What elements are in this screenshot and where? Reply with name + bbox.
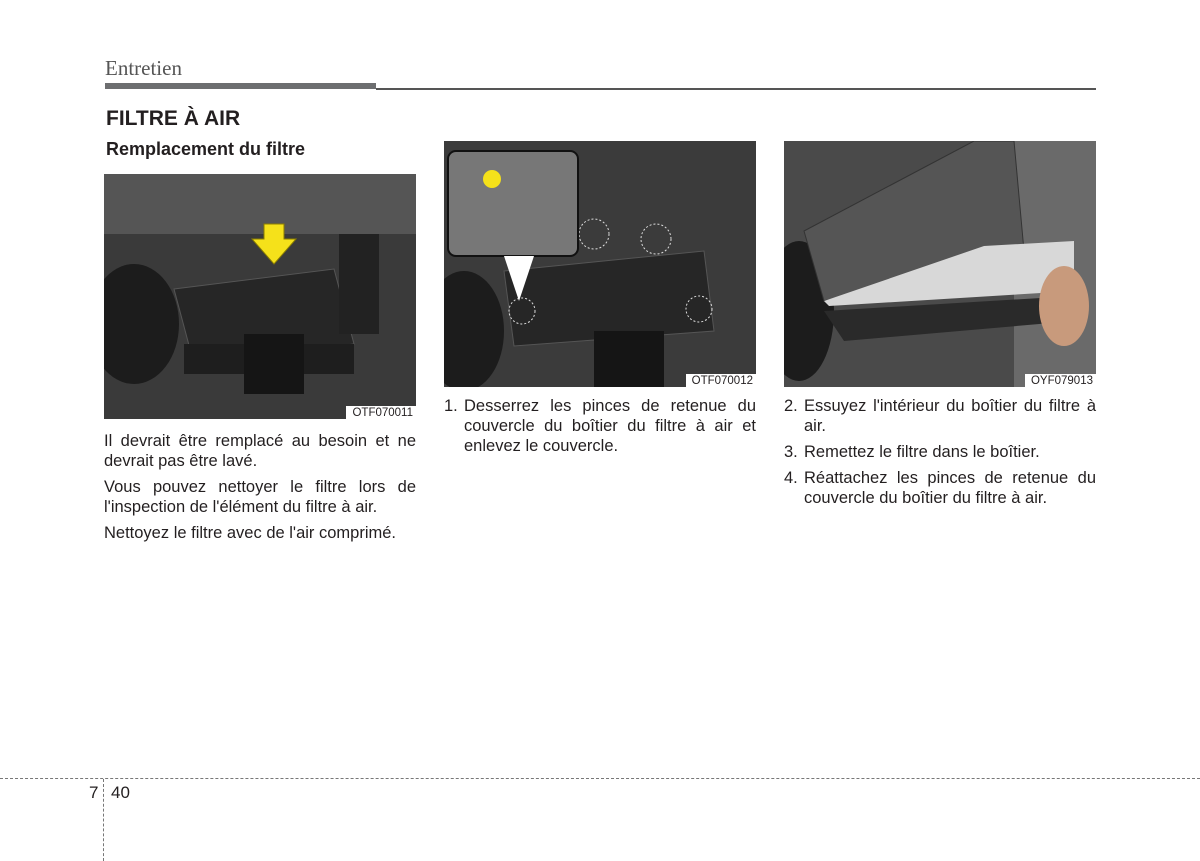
step-text: Desserrez les pinces de retenue du couvercle du boîtier du filtre à air et enlevez le couvercle. <box>464 397 756 455</box>
column-3-steps <box>784 396 1096 514</box>
step-number: 3. <box>784 443 798 461</box>
step-number: 4. <box>784 469 798 487</box>
paragraph: Vous pouvez nettoyer le filtre lors de l'inspection de l'élément du filtre à air. <box>104 478 416 516</box>
figure-engine-air-filter <box>104 174 416 419</box>
step-number: 1. <box>444 397 458 415</box>
header-bar <box>105 83 376 89</box>
figure-clips <box>444 141 756 387</box>
footer-rule <box>0 778 1200 779</box>
page-number: 40 <box>111 783 130 802</box>
section-header: Entretien <box>105 56 182 80</box>
rotate-arrow-icon <box>483 170 501 188</box>
step-number: 2. <box>784 397 798 415</box>
step-text: Remettez le filtre dans le boîtier. <box>804 443 1040 461</box>
paragraph: Nettoyez le filtre avec de l'air comprimé. <box>104 524 397 542</box>
page-title: FILTRE À AIR <box>106 107 241 130</box>
step-text: Réattachez les pinces de retenue du couvercle du boîtier du filtre à air. <box>804 469 1096 507</box>
column-1-text <box>104 431 416 549</box>
section-subtitle: Remplacement du filtre <box>106 139 306 159</box>
column-2-steps <box>444 396 756 462</box>
header-rule <box>376 88 1096 90</box>
figure-code: OTF070012 <box>686 374 756 387</box>
figure-code: OTF070011 <box>346 406 416 419</box>
step-item <box>444 396 756 456</box>
step-item <box>784 442 1096 462</box>
chapter-number: 7 <box>89 783 99 802</box>
figure-code: OYF079013 <box>1025 374 1096 387</box>
footer-divider <box>103 779 104 861</box>
step-item <box>784 396 1096 436</box>
step-text: Essuyez l'intérieur du boîtier du filtre à air. <box>804 397 1096 435</box>
paragraph: Il devrait être remplacé au besoin et ne devrait pas être lavé. <box>104 432 416 470</box>
step-item <box>784 468 1096 508</box>
figure-filter-removal <box>784 141 1096 387</box>
